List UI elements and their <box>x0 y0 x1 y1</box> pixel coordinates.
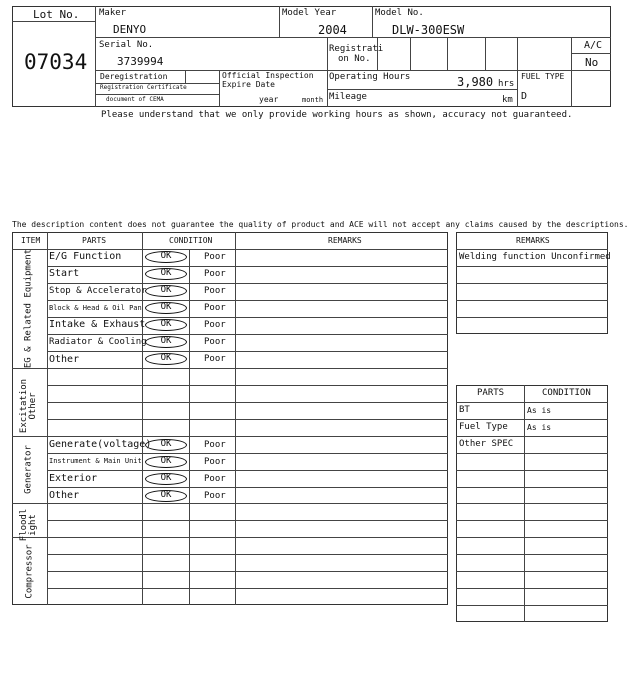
column-condition: CONDITION <box>169 236 213 245</box>
model-year-value: 2004 <box>318 23 347 37</box>
ok-checkbox[interactable]: OK <box>145 439 187 451</box>
part-radiator-cooling: Radiator & Cooling <box>49 337 147 347</box>
part-stop-accelerator: Stop & Accelerator <box>49 286 147 296</box>
lot-label: Lot No. <box>33 8 80 21</box>
year-label: year <box>259 95 279 104</box>
section-generator: Generator <box>23 445 34 494</box>
poor-option[interactable]: Poor <box>204 457 226 467</box>
fuel-type-value: D <box>521 91 528 102</box>
mileage-label: Mileage <box>329 92 367 102</box>
poor-option[interactable]: Poor <box>204 252 226 262</box>
ok-checkbox[interactable]: OK <box>145 473 187 485</box>
inspection-label-2: Expire Date <box>222 80 275 89</box>
section-compressor: Compressor <box>24 544 35 599</box>
poor-option[interactable]: Poor <box>204 303 226 313</box>
column-parts: PARTS <box>82 236 107 245</box>
poor-option[interactable]: Poor <box>204 269 226 279</box>
section-excitation-other: Excitation Other <box>19 378 38 434</box>
part-intake-exhaust: Intake & Exhaust <box>49 319 146 330</box>
deregistration-label: Deregistration <box>100 72 168 81</box>
column-item: ITEM <box>21 236 41 245</box>
part-generate-voltage: Generate(voltage) <box>49 439 152 450</box>
ok-checkbox[interactable]: OK <box>145 319 187 331</box>
model-year-label: Model Year <box>282 8 337 18</box>
ok-checkbox[interactable]: OK <box>145 336 187 348</box>
km-unit: km <box>502 95 513 105</box>
disclaimer: The description content does not guarantee the quality of product and ACE will not accept any claims caused by the descriptions. <box>12 220 629 229</box>
poor-option[interactable]: Poor <box>204 286 226 296</box>
accuracy-notice: Please understand that we only provide working hours as shown, accuracy not guaranteed. <box>101 110 573 120</box>
column-remarks-right: REMARKS <box>516 236 550 245</box>
poor-option[interactable]: Poor <box>204 320 226 330</box>
ac-value: No <box>585 56 599 69</box>
poor-option[interactable]: Poor <box>204 474 226 484</box>
ok-checkbox[interactable]: OK <box>145 285 187 297</box>
model-no-label: Model No. <box>375 8 424 18</box>
registration-label-2: on No. <box>338 54 371 64</box>
column-remarks: REMARKS <box>328 236 362 245</box>
poor-option[interactable]: Poor <box>204 440 226 450</box>
part-start: Start <box>49 268 80 279</box>
right-part-fuel-type: Fuel Type <box>459 422 508 432</box>
ok-checkbox[interactable]: OK <box>145 353 187 365</box>
fuel-type-label: FUEL TYPE <box>521 72 565 81</box>
operating-hours-value: 3,980 <box>457 75 494 89</box>
right-part-bt: BT <box>459 405 470 415</box>
registration-label: Registrati <box>329 44 384 54</box>
document-cema-label: document of CEMA <box>106 96 164 103</box>
right-condition-bt: As is <box>527 406 552 415</box>
part-exterior: Exterior <box>49 473 98 484</box>
ok-checkbox[interactable]: OK <box>145 490 187 502</box>
operating-hours-label: Operating Hours <box>329 72 411 82</box>
ok-checkbox[interactable]: OK <box>145 268 187 280</box>
part-eg-function: E/G Function <box>49 251 122 262</box>
right-part-other-spec: Other SPEC <box>459 439 514 449</box>
registration-certificate-label: Registration Certificate <box>100 84 187 91</box>
maker-value: DENYO <box>113 23 147 36</box>
poor-option[interactable]: Poor <box>204 354 226 364</box>
part-eg-other: Other <box>49 354 80 365</box>
part-generator-other: Other <box>49 490 80 501</box>
ok-checkbox[interactable]: OK <box>145 456 187 468</box>
poor-option[interactable]: Poor <box>204 337 226 347</box>
poor-option[interactable]: Poor <box>204 491 226 501</box>
right-column-condition: CONDITION <box>542 388 591 398</box>
serial-label: Serial No. <box>99 40 154 50</box>
ok-checkbox[interactable]: OK <box>145 251 187 263</box>
lot-number: 07034 <box>24 50 88 74</box>
model-no-value: DLW-300ESW <box>392 23 465 37</box>
part-instrument-main-unit: Instrument & Main Unit <box>49 457 142 465</box>
section-eg-related-equipment: EG & Related Equipment <box>23 248 34 369</box>
serial-value: 3739994 <box>117 55 164 68</box>
right-column-parts: PARTS <box>477 388 505 398</box>
month-label: month <box>302 96 324 104</box>
remark-welding: Welding function Unconfirmed <box>459 252 611 262</box>
section-floodlight: Floodl ight <box>19 508 38 542</box>
maker-label: Maker <box>99 8 127 18</box>
ok-checkbox[interactable]: OK <box>145 302 187 314</box>
hours-unit: hrs <box>498 79 515 89</box>
right-condition-fuel-type: As is <box>527 423 552 432</box>
part-block-head-oil-pan: Block & Head & Oil Pan <box>49 304 142 312</box>
inspection-label: Official Inspection <box>222 71 314 80</box>
ac-label: A/C <box>584 40 603 51</box>
